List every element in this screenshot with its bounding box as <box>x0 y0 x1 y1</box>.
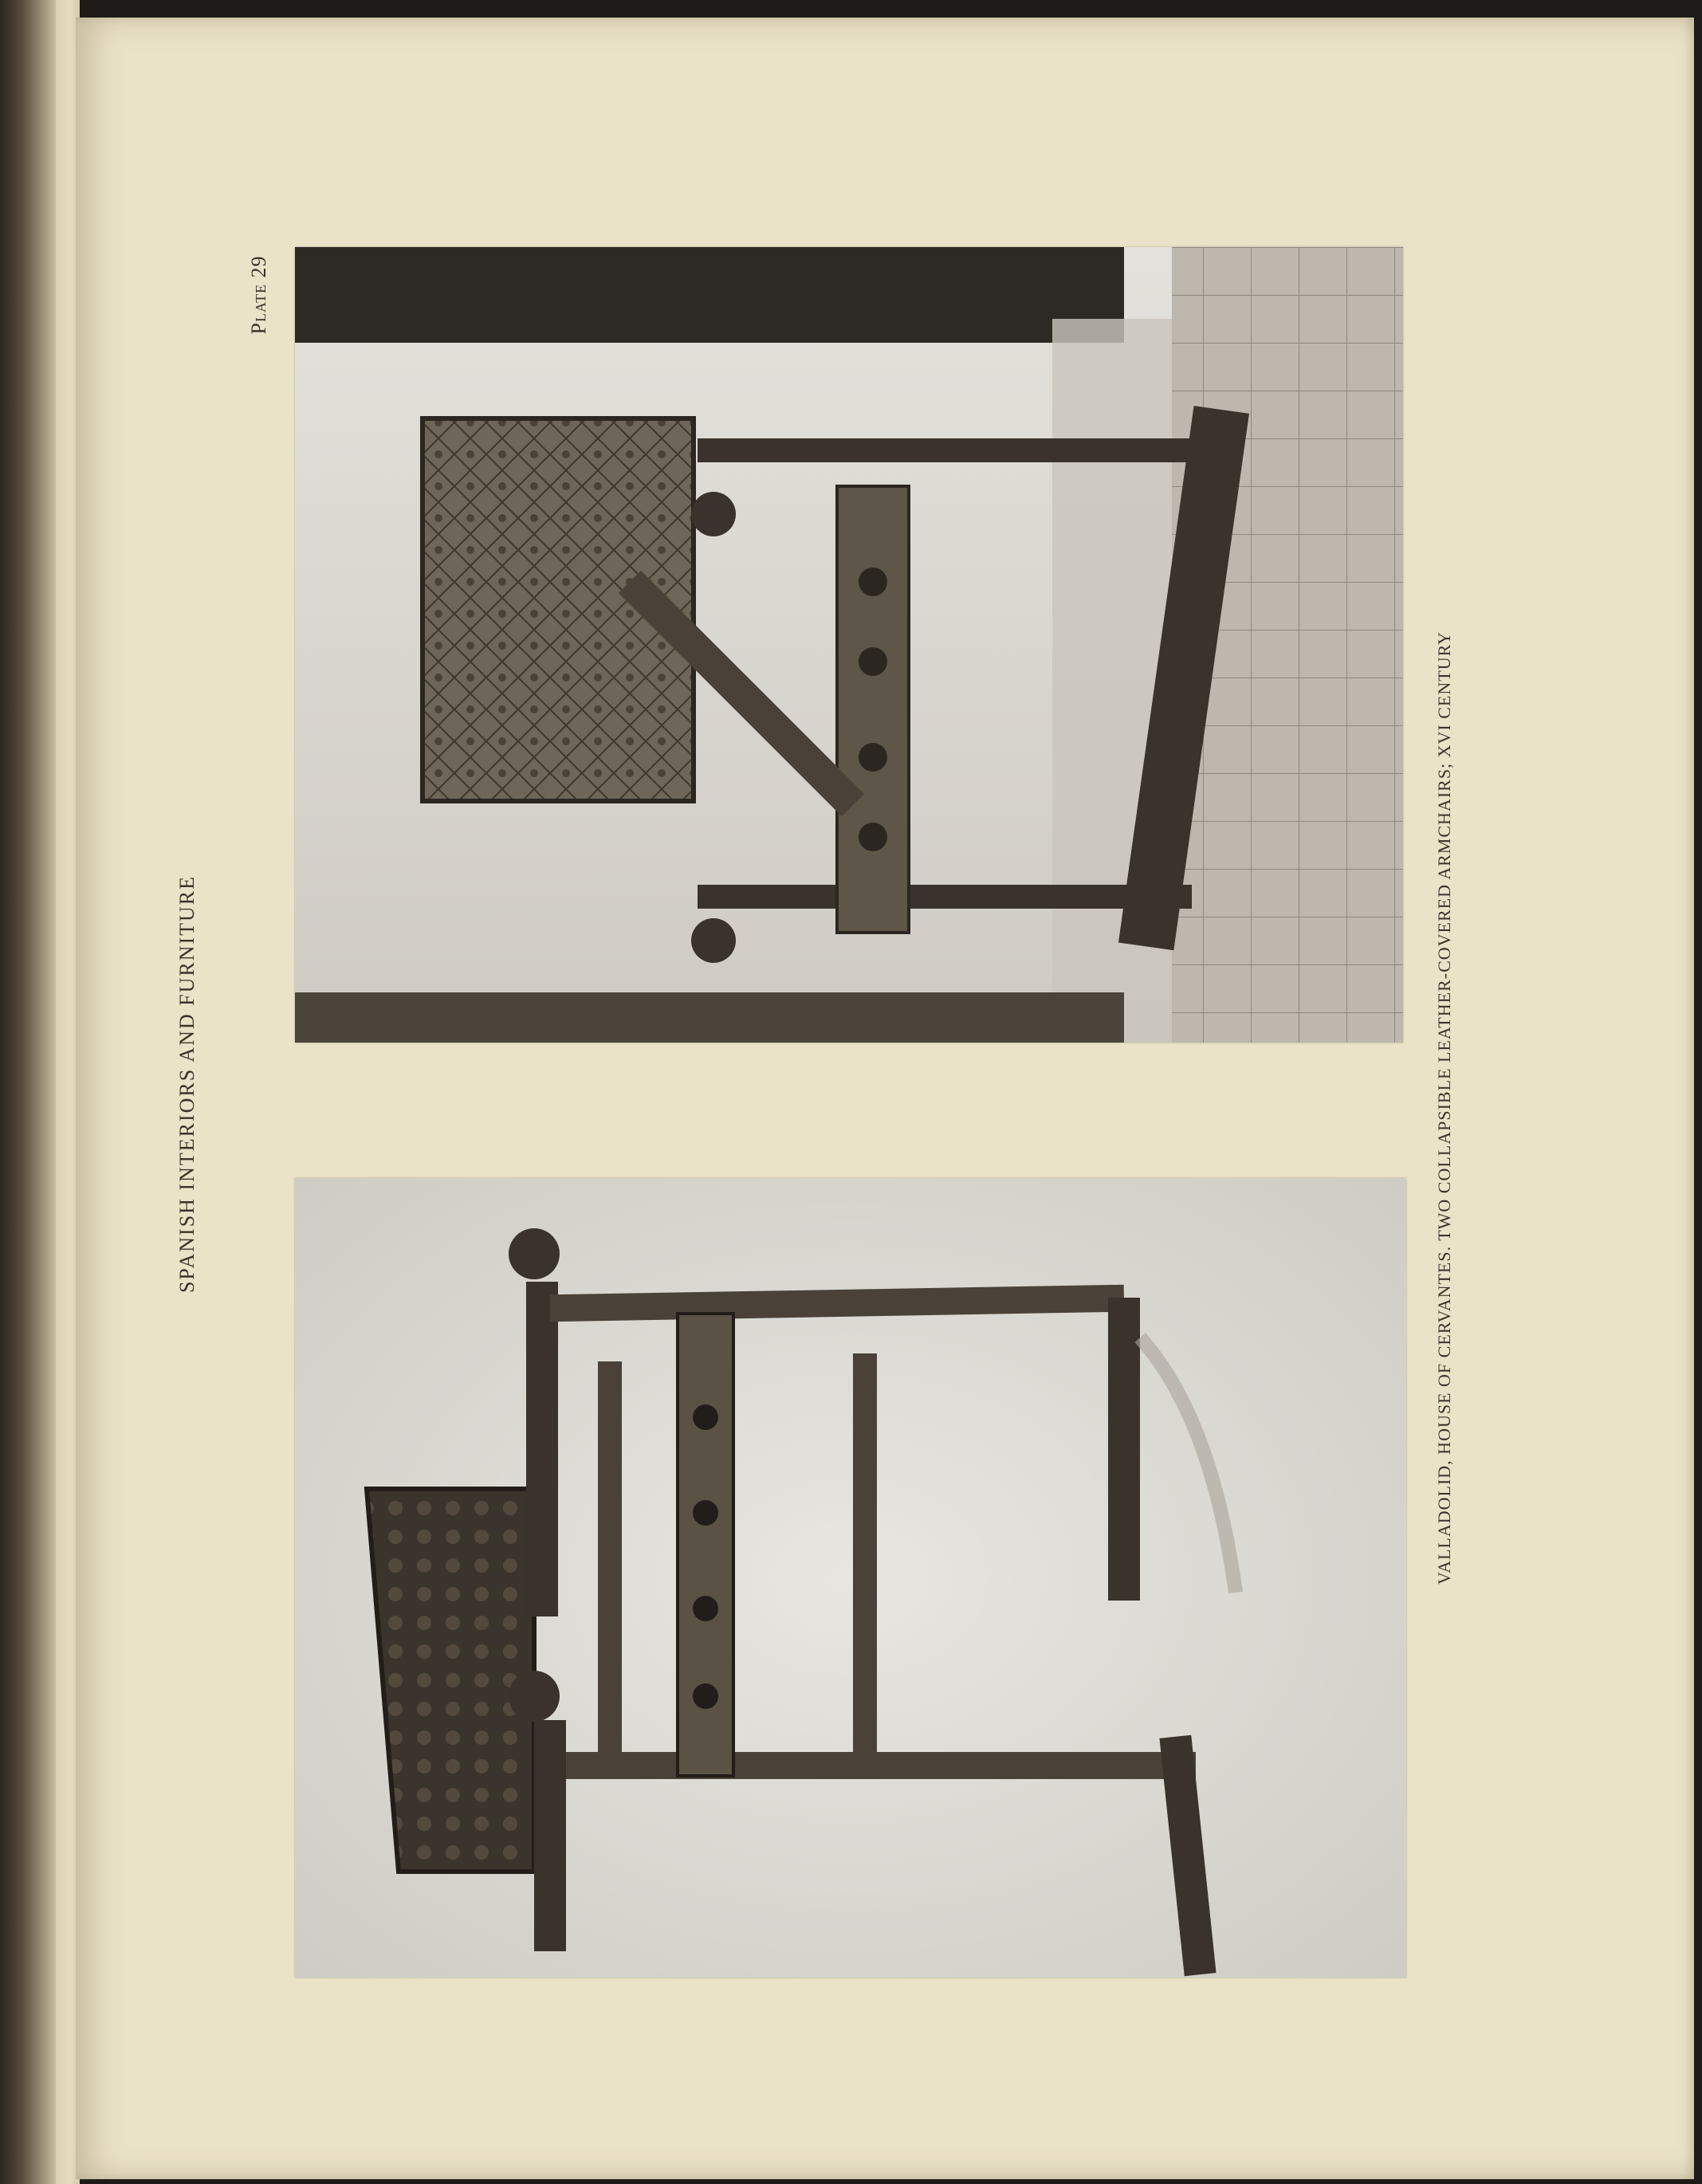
photo-armchair-studio-image <box>295 1178 1406 1978</box>
photo-armchair-studio <box>295 1178 1406 1978</box>
running-head: SPANISH INTERIORS AND FURNITURE <box>175 874 199 1294</box>
plate-caption: VALLADOLID, HOUSE OF CERVANTES. TWO COLLAPSIBLE LEATHER-COVERED ARMCHAIRS; XVI CENTURY <box>1434 631 1454 1585</box>
photo-armchair-interior-image <box>295 247 1403 1043</box>
plate-label: Plate 29 <box>247 255 270 335</box>
book-spine-shadow <box>0 0 56 2184</box>
photo-armchair-interior <box>295 247 1403 1043</box>
